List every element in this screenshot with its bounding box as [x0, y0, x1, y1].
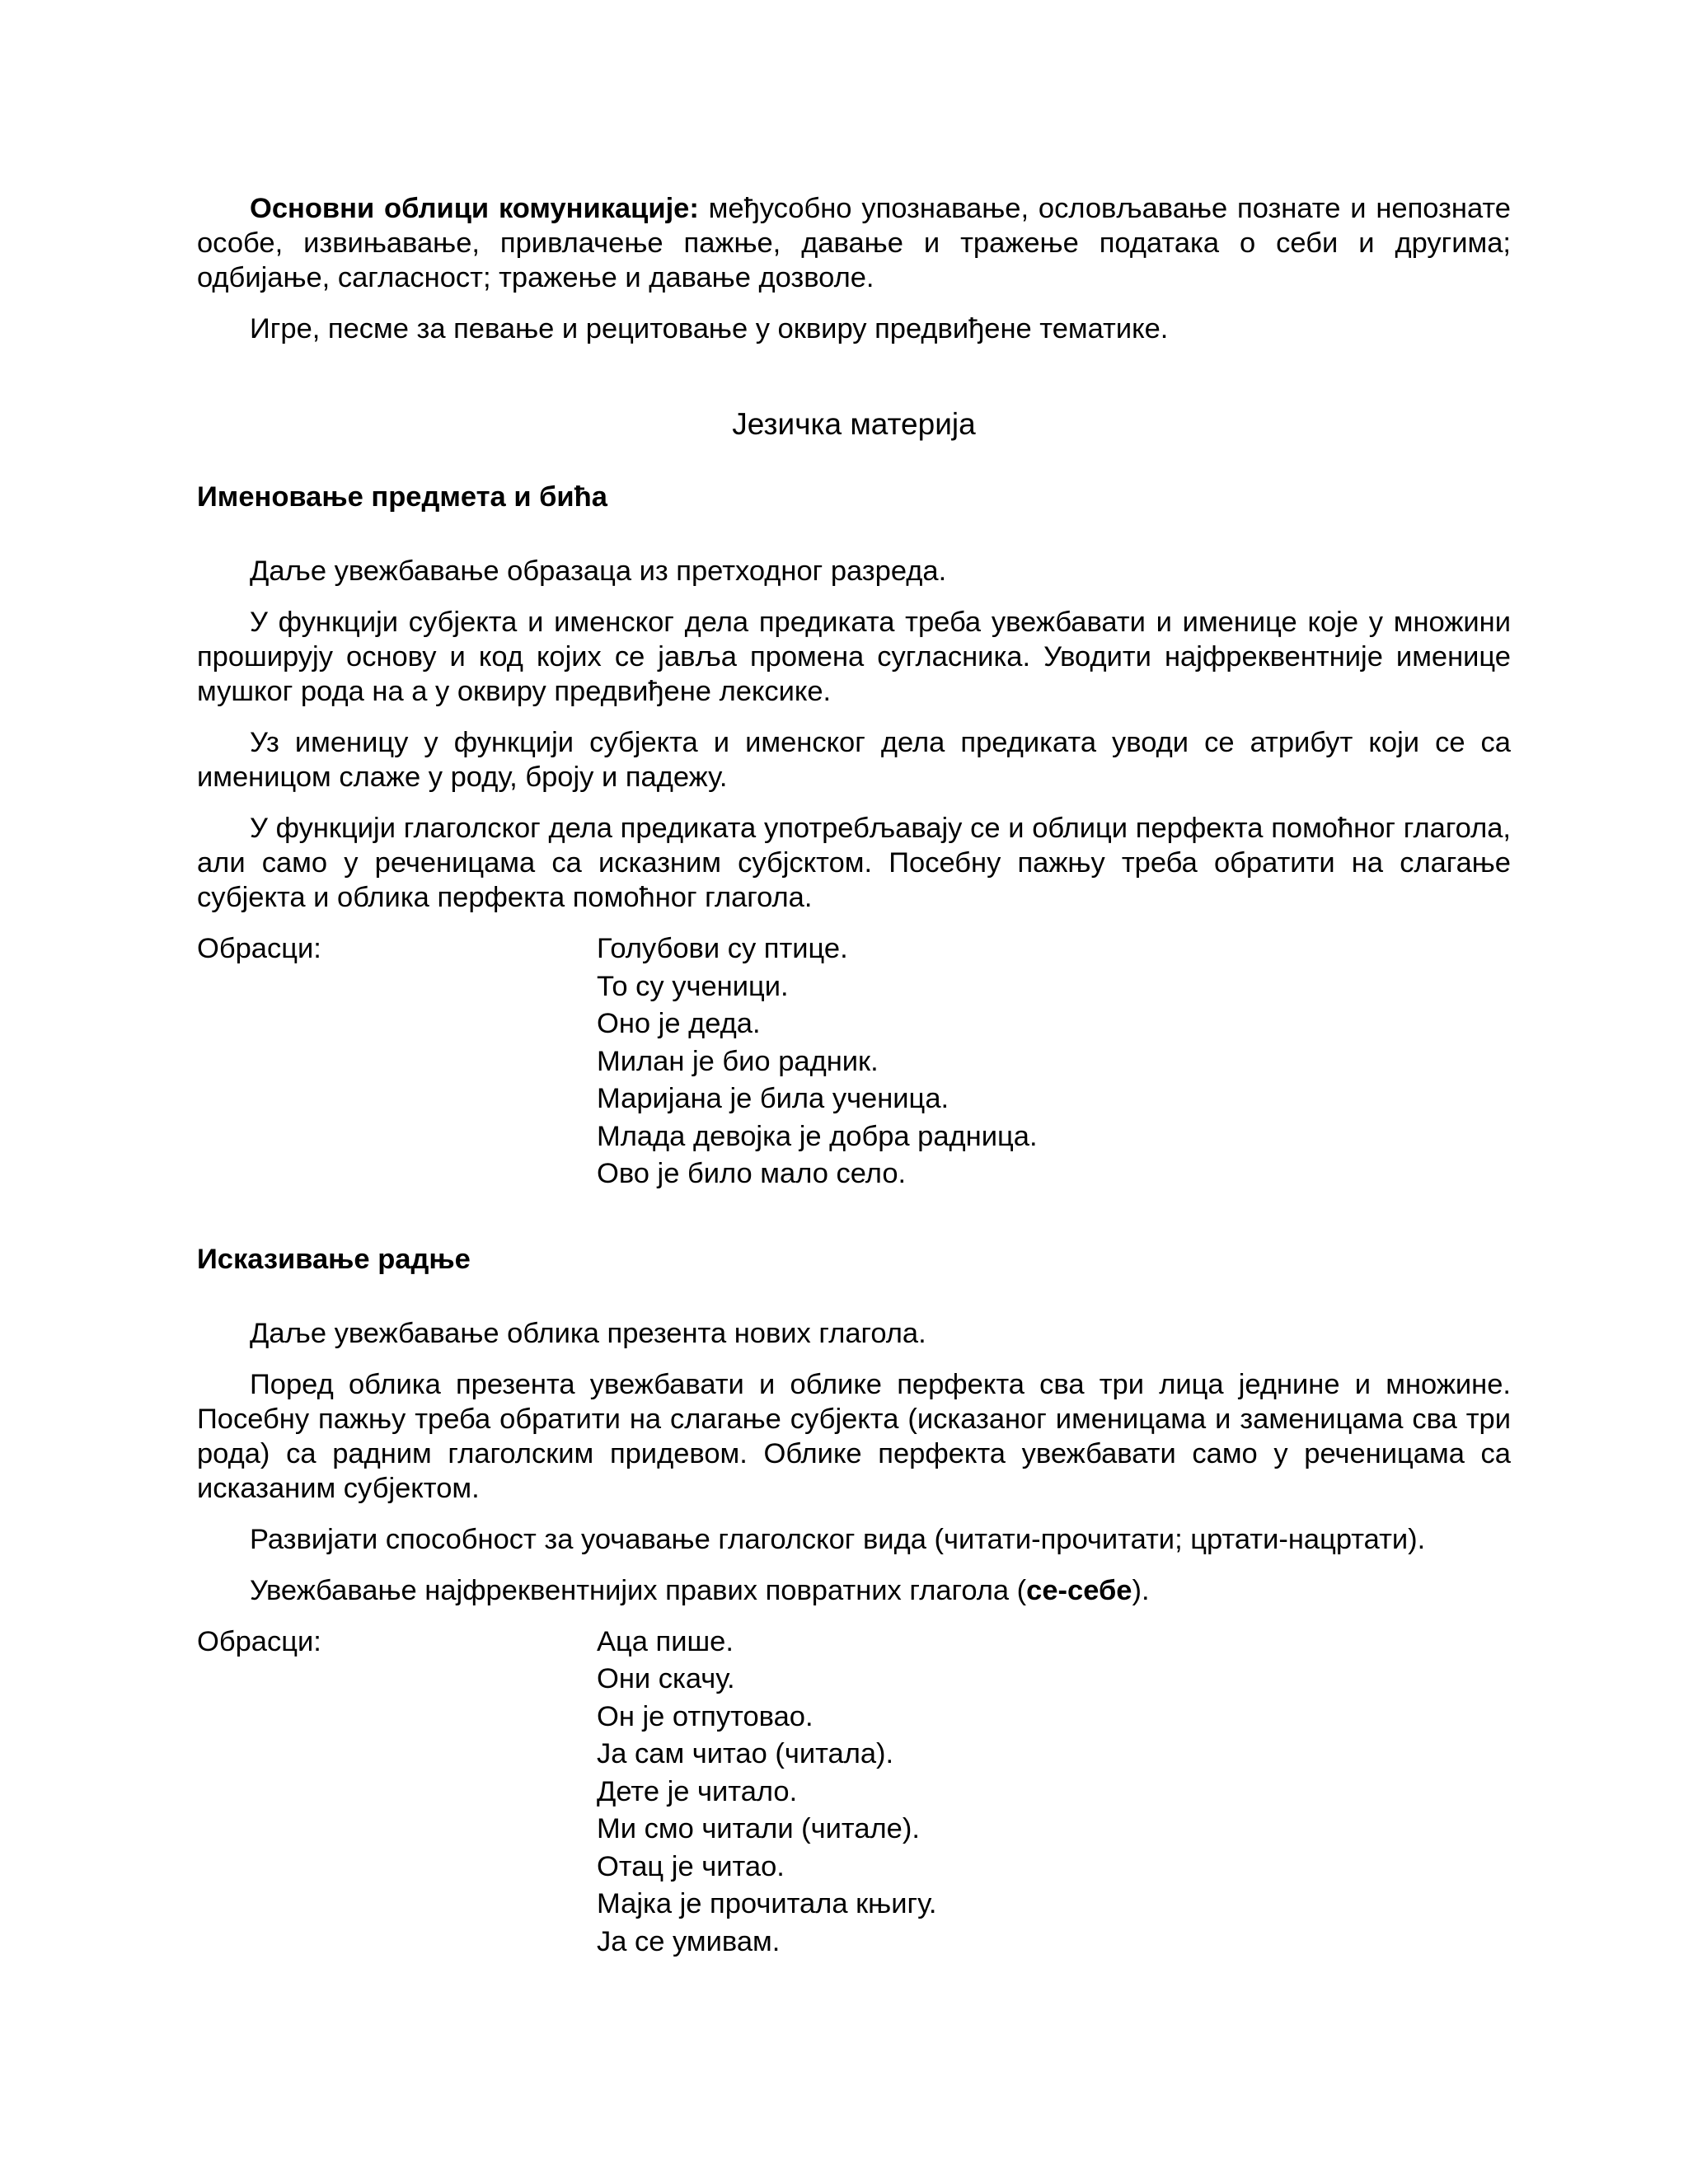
section1-patterns [197, 931, 1511, 1194]
pattern-item: Отац је читао. [597, 1850, 785, 1882]
pattern-item: Он је отпутовао. [597, 1700, 814, 1732]
section2-patterns [197, 1624, 1511, 1962]
pattern-item: Милан је био радник. [597, 1045, 879, 1077]
pattern-item: Ово је било мало село. [597, 1158, 907, 1189]
pattern-item: Ја сам читао (читала). [597, 1738, 894, 1769]
section2-paragraph: Поред облика презента увежбавати и облике перфекта сва три лица једнине и множине. Посебну пажњу треба обратити на слагање субјекта (исказаног именицама и заменицама сва три рода) са радним глаголским придевом. Облике перфекта увежбавати само у реченицама са исказаним субјектом. [197, 1368, 1511, 1504]
intro-text: међусобно упознавање, ословљавање познате и непознате особе, извињавање, привлачење пажње, давање и тражење података о себи и другима; одбијање, сагласност; тражење и давање дозволе. [197, 193, 1511, 293]
section-heading-naming: Именовање предмета и бића [197, 481, 607, 513]
section1-paragraph: Уз именицу у функцији субјекта и именског дела предиката уводи се атрибут који се са именицом слаже у роду, броју и падежу. [197, 727, 1511, 793]
section2-paragraph-reflexive [197, 1573, 1511, 1608]
pattern-item: Оно је деда. [597, 1008, 761, 1039]
patterns-label: Обрасци: [197, 1625, 321, 1657]
pattern-item: Они скачу. [597, 1663, 735, 1694]
section2-paragraph: Развијати способност за уочавање глаголског вида (читати-прочитати; цртати-нацртати). [250, 1523, 1426, 1555]
patterns-label: Обрасци: [197, 933, 321, 964]
document-page [197, 191, 1511, 1961]
pattern-item: Голубови су птице. [597, 933, 848, 964]
patterns-list [597, 1624, 1511, 1962]
intro-paragraph-games: Игре, песме за певање и рецитовање у оквиру предвиђене тематике. [250, 313, 1169, 344]
pattern-item: Маријана је била ученица. [597, 1083, 950, 1114]
reflexive-text-after: ). [1132, 1574, 1150, 1606]
section1-paragraph: У функцији субјекта и именског дела предиката треба увежбавати и именице које у множини проширују основу и код којих се јавља промена сугласника. Уводити најфреквентније именице мушког рода на а у оквиру предвиђене лексике. [197, 607, 1511, 707]
intro-lead-term: Основни облици комуникације: [250, 193, 699, 224]
pattern-item: Дете је читало. [597, 1775, 798, 1807]
pattern-item: Мајка је прочитала књигу. [597, 1888, 937, 1919]
pattern-item: Млада девојка је добра радница. [597, 1120, 1038, 1152]
pattern-item: То су ученици. [597, 970, 789, 1002]
pattern-item: Ми смо читали (читале). [597, 1813, 920, 1844]
intro-paragraph-communication [197, 191, 1511, 295]
section2-paragraph: Даље увежбавање облика презента нових глагола. [250, 1317, 926, 1349]
pattern-item: Аца пише. [597, 1625, 734, 1657]
reflexive-bold-term: се-себе [1026, 1574, 1132, 1606]
main-heading: Језичка материја [732, 407, 976, 441]
section1-paragraph: У функцији глаголског дела предиката употребљавају се и облици перфекта помоћног глагола, али само у реченицама са исказним субјсктом. Посебну пажњу треба обратити на слагање субјекта и облика перфекта помоћног глагола. [197, 813, 1511, 913]
section1-paragraph: Даље увежбавање образаца из претходног разреда. [250, 555, 947, 587]
section-heading-action: Исказивање радње [197, 1243, 471, 1275]
patterns-list [597, 931, 1511, 1194]
pattern-item: Ја се умивам. [597, 1925, 781, 1957]
reflexive-text-before: Увежбавање најфреквентнијих правих повратних глагола ( [250, 1574, 1027, 1606]
